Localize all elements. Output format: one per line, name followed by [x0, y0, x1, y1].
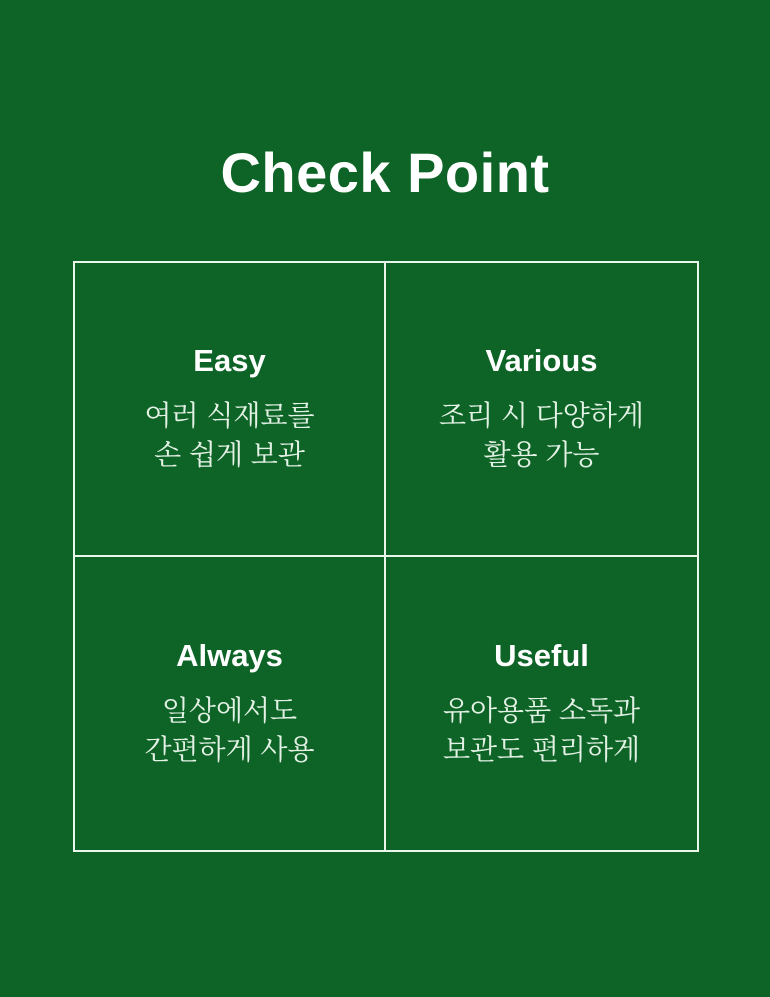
- description-line: 활용 가능: [483, 439, 600, 471]
- cell-heading-various: Various: [485, 343, 598, 379]
- grid-cell-easy: [75, 263, 386, 557]
- grid-cell-useful: [386, 557, 697, 851]
- cell-description-various: [439, 396, 644, 474]
- cell-heading-useful: Useful: [494, 637, 589, 673]
- cell-description-useful: [443, 691, 640, 769]
- cell-heading-easy: Easy: [193, 343, 266, 379]
- page-title: Check Point: [220, 141, 550, 204]
- description-line: 간편하게 사용: [144, 733, 315, 765]
- description-line: 보관도 편리하게: [442, 733, 641, 765]
- description-line: 손 쉽게 보관: [154, 439, 305, 471]
- grid-cell-always: [75, 557, 386, 851]
- cell-description-easy: [144, 396, 314, 474]
- description-line: 유아용품 소독과: [442, 694, 641, 726]
- checkpoint-grid: [73, 261, 699, 852]
- description-line: 여러 식재료를: [144, 400, 315, 432]
- cell-description-always: [144, 691, 314, 769]
- grid-cell-various: [386, 263, 697, 557]
- description-line: 조리 시 다양하게: [439, 400, 644, 432]
- cell-heading-always: Always: [176, 637, 283, 673]
- description-line: 일상에서도: [161, 694, 298, 726]
